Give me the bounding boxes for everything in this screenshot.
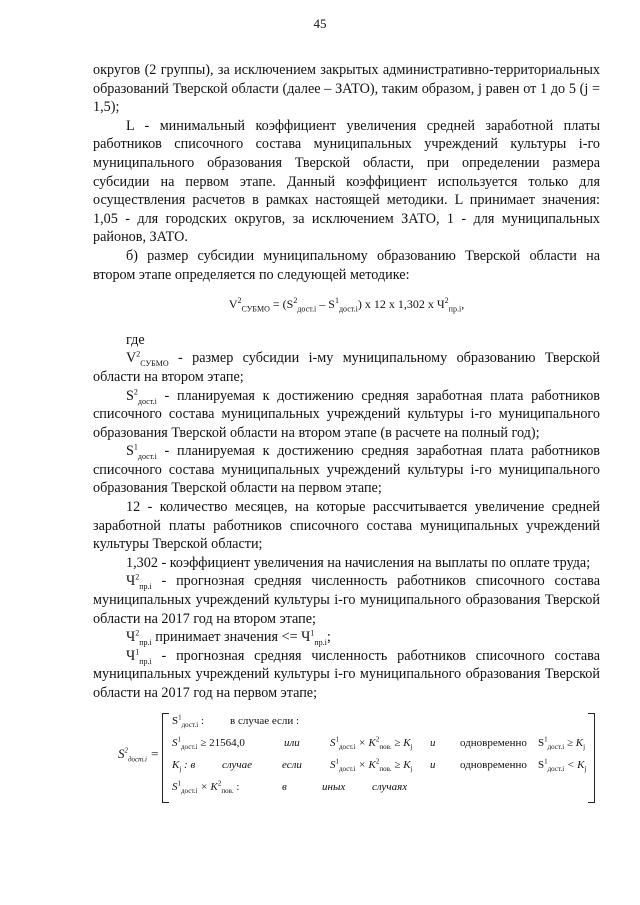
paragraph-coefficient-l: L - минимальный коэффициент увеличения средней заработной платы работников списочного состава муниципальных учреждений культуры i-го муниципального образования Тверской области, при определении размера субсидии на первом этапе. Данный коэффициент используется только для осуществления расчетов в рамках настоящей методики. L принимает значения: 1,05 - для городских округов, за исключением ЗАТО, 1 - для муниципальных районов, ЗАТО. bbox=[93, 117, 600, 246]
definition-1302: 1,302 - коэффициент увеличения на начисления на выплаты по оплате труда; bbox=[126, 554, 591, 571]
where-label: где bbox=[126, 331, 145, 348]
ch2-constraint: $Ч^2_{пр.i}$ принимает значения <= $Ч^1_{пр.i}$; bbox=[126, 628, 331, 648]
definition-ch1: $Ч^1_{пр.i}$ - прогнозная средняя численность работников списочного состава муниципальных учреждений культуры i-го муниципального образования Тверской области на 2017 год на первом этапе; bbox=[93, 647, 600, 701]
paragraph-1: округов (2 группы), за исключением закрытых административно-территориальных образований Тверской области (далее – ЗАТО), таким образом, j равен от 1 до 5 (j = 1,5); bbox=[93, 62, 600, 116]
right-bracket bbox=[588, 713, 595, 803]
document-body bbox=[93, 61, 600, 703]
definition-s1: $S^1_{дост.i}$ - планируемая к достижению средняя заработная плата работников списочного состава муниципальных учреждений культуры i-го муниципального образования Тверской области на первом этапе; bbox=[93, 442, 600, 497]
definition-12-months: 12 - количество месяцев, на которые рассчитывается увеличение средней заработной платы работников списочного состава муниципальных учреждений культуры Тверской области; bbox=[93, 499, 600, 553]
page-number: 45 bbox=[313, 16, 327, 31]
definition-v-subsidy: $V^2_{СУБМО}$ - размер субсидии i-му муниципальному образованию Тверской области на втором этапе; bbox=[93, 349, 600, 385]
piecewise-lhs: $S^2_{дост.i}$ = bbox=[118, 746, 160, 764]
left-bracket bbox=[162, 713, 169, 803]
definition-ch2: $Ч^2_{пр.i}$ - прогнозная средняя численность работников списочного состава муниципальных учреждений культуры i-го муниципального образования Тверской области на 2017 год на втором этапе; bbox=[93, 572, 600, 627]
paragraph-second-stage: б) размер субсидии муниципальному образованию Тверской области на втором этапе определяется по следующей методике: bbox=[93, 247, 600, 283]
definition-s2: $S^2_{дост.i}$ - планируемая к достижению средняя заработная плата работников списочного состава муниципальных учреждений культуры i-го муниципального образования Тверской области на втором этапе (в расчете на полный год); bbox=[93, 386, 600, 441]
subsidy-formula: $V^2_{СУБМО} = (S^2_{дост.i} - S^1_{дост.i})$ x 12 x 1,302 x $Ч^2_{пр.i}$, bbox=[228, 296, 465, 314]
piecewise-formula: $S^2_{дост.i}$ = $S^1_{дост.i}$ : в случае если : $S^1_{дост.i} \ge 21564,0$ или $S^1_{дост.i} \times K^2_{пов.} \ge K_j$ и одновременно $S^1_{дост.i} \ge K_j$ $K_j$ : в случае если $S^1_{дост.i} \times K^2_{пов.} \ge K_j$ и одновременно $S^1_{дост.i} < K_j$ $S^1_{дост.i} \times K^2_{пов.}$ : в иных случаях bbox=[118, 713, 605, 803]
